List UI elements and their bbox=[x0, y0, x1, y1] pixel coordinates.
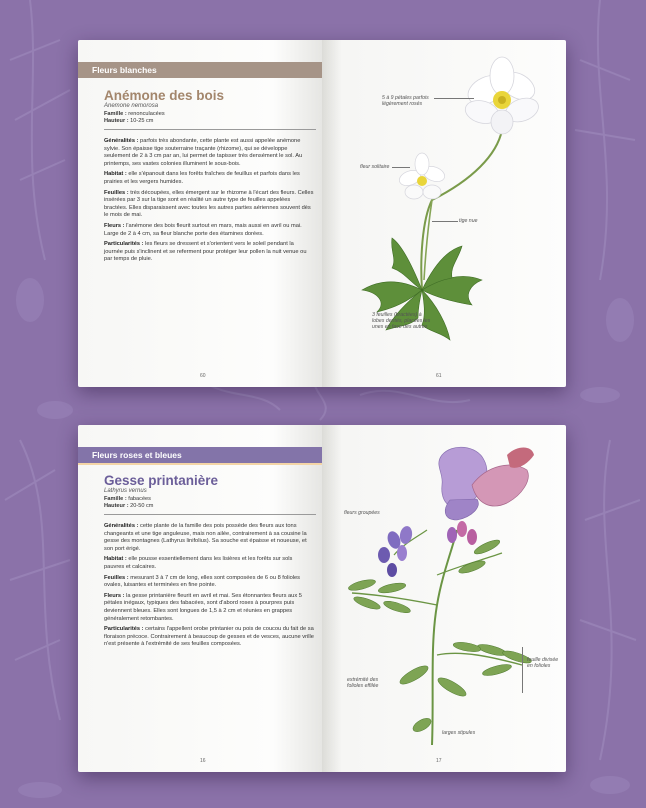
book-spread-gesse bbox=[78, 425, 566, 772]
paragraph-general: Généralités : cette plante de la famille des pois possède des fleurs aux tons changeants et une tige anguleuse, mais non ailée, contrairement à sa cousine la gesse des montagnes (Lathyrus linifolius). Sa souche est épaisse et noueuse, et son port érigé. bbox=[104, 523, 307, 552]
description bbox=[104, 138, 314, 267]
large-flower-icon bbox=[463, 57, 542, 134]
latin-name: Anemone nemorosa bbox=[104, 103, 159, 109]
page-number-left: 16 bbox=[200, 758, 206, 764]
paragraph-particularities: Particularités : certains l'appellent orobe printanier ou pois de coucou du fait de sa floraison précoce. Contrairement à beaucoup de gesses et de vesces, aucune vrille n'est présente à l'extrémité de ses feuilles composées. bbox=[104, 626, 314, 648]
small-flower-icon bbox=[397, 153, 446, 199]
height-line: Hauteur : 10-25 cm bbox=[104, 118, 154, 124]
family-line: Famille : renonculacées bbox=[104, 111, 165, 117]
leader-bracket bbox=[522, 647, 523, 693]
label-grouped-flowers: fleurs groupées bbox=[344, 510, 380, 516]
right-page bbox=[322, 425, 566, 772]
paragraph-leaves: Feuilles : mesurant 3 à 7 cm de long, elles sont composées de 6 ou 8 folioles ovales, luisantes et terminées en fine pointe. bbox=[104, 574, 301, 589]
label-leaflet-tip: extrémité des folioles effilée bbox=[347, 677, 379, 690]
section-header: Fleurs blanches bbox=[78, 62, 322, 78]
leader-line bbox=[432, 221, 458, 222]
leaflets-icon bbox=[347, 537, 532, 734]
family-line: Famille : fabacées bbox=[104, 496, 151, 502]
label-stipules: larges stipules bbox=[442, 730, 476, 736]
left-page bbox=[78, 425, 322, 772]
latin-name: Lathyrus vernus bbox=[104, 488, 147, 494]
leader-line bbox=[392, 167, 410, 168]
paragraph-habitat: Habitat : elle pousse essentiellement dans les lisières et les forêts sur sols pauvres et calcaires. bbox=[104, 556, 293, 570]
paragraph-habitat: Habitat : elle s'épanouit dans les forêts fraîches de feuillus et parfois dans les prairies et les vergers humides. bbox=[104, 171, 300, 185]
species-title: Anémone des bois bbox=[104, 88, 225, 103]
label-divided-leaf: feuille divisée en folioles bbox=[527, 657, 559, 670]
description bbox=[104, 523, 314, 652]
gesse-illustration bbox=[322, 425, 566, 772]
paragraph-flowers: Fleurs : l'anémone des bois fleurit surtout en mars, mais aussi en avril ou mai. Large de 2 à 4 cm, sa fleur blanche porte des étamines dorées. bbox=[104, 222, 302, 237]
paragraph-leaves: Feuilles : très découpées, elles émergent sur le rhizome à l'écart des fleurs. Celles insérées par 3 sur la tige sont en réalité un autre type de feuilles appelées bractées. Elles disparaissent avec toutes les autres parties aériennes souvent dès le mois de mai. bbox=[104, 189, 314, 219]
anemone-illustration bbox=[322, 40, 566, 387]
flower-closeup-icon bbox=[439, 447, 534, 520]
label-solitary-flower: fleur solitaire bbox=[360, 164, 390, 170]
book-spread-anemone bbox=[78, 40, 566, 387]
leader-line bbox=[434, 98, 474, 99]
label-petals: 5 à 9 pétales parfois légèrement rosés bbox=[382, 95, 429, 108]
left-page bbox=[78, 40, 322, 387]
section-header: Fleurs roses et bleues bbox=[78, 447, 322, 463]
label-bracts: 3 feuilles (bractées) à lobes dentés, placées les unes en face des autres bbox=[372, 312, 431, 331]
height-line: Hauteur : 20-50 cm bbox=[104, 503, 154, 509]
right-page bbox=[322, 40, 566, 387]
divider bbox=[104, 514, 316, 515]
divider bbox=[104, 129, 316, 130]
paragraph-flowers: Fleurs : la gesse printanière fleurit en avril et mai. Ses étonnantes fleurs aux 5 pétales inégaux, typiques des fabacées, sont d'abord roses à pourpres puis deviennent bleues. Elles sont longues de 1,5 à 2 cm et réunies en grappes généralement retombantes. bbox=[104, 592, 302, 622]
paragraph-general: Généralités : parfois très abondante, cette plante est aussi appelée anémone sylvie. Son épaisse tige souterraine traçante (rhizome), qui se développe seulement de 2 à 3 cm par an, lui permet de tapisser très densément le sol. Au printemps, ses vastes colonies illuminent le sous-bois. bbox=[104, 138, 303, 167]
page-number-right: 17 bbox=[436, 758, 442, 764]
species-title: Gesse printanière bbox=[104, 473, 219, 488]
page-number-right: 61 bbox=[436, 373, 442, 379]
paragraph-particularities: Particularités : les fleurs se dressent et s'orientent vers le soleil pendant la journée puis s'inclinent et se referment pour protéger leur pollen la nuit venue ou par temps de pluie. bbox=[104, 241, 307, 263]
page-number-left: 60 bbox=[200, 373, 206, 379]
label-stem: tige nue bbox=[459, 218, 478, 224]
